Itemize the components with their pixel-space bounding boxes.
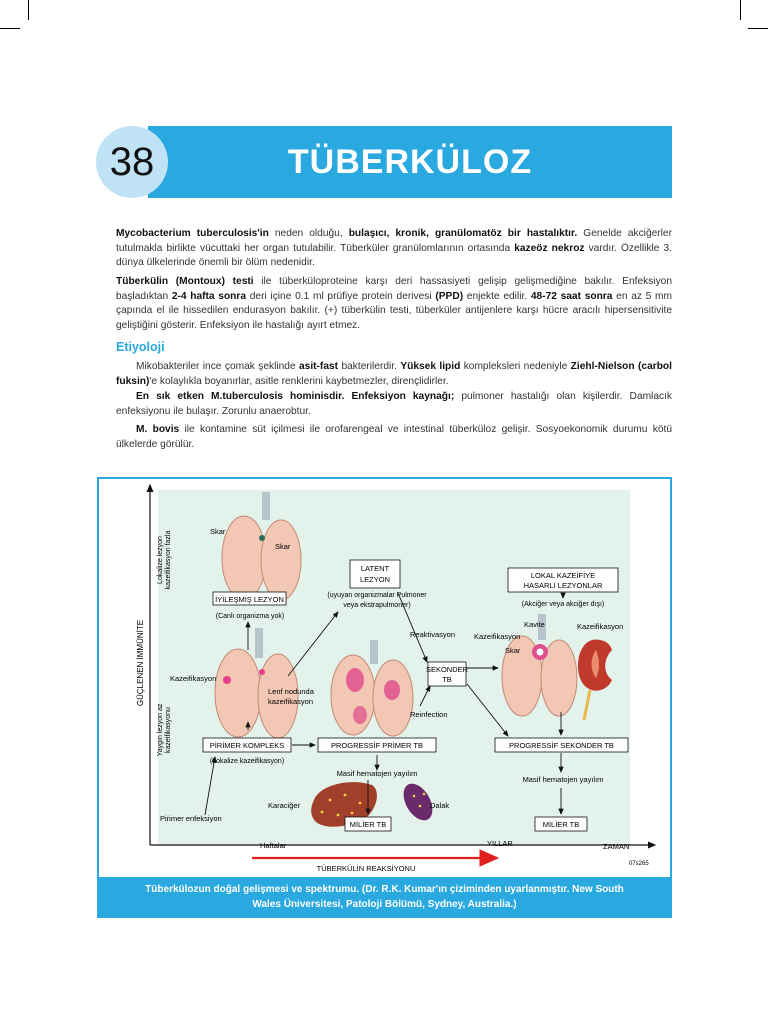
healed-lesion-sub: (Canlı organizma yok) [215,613,285,620]
progressive-primary-label: PROGRESSİF PRİMER TB [331,741,423,750]
figure-code: 07s265 [629,861,649,867]
chapter-title: TÜBERKÜLOZ [287,142,533,181]
etiology-paragraph-3: M. bovis ile kontamine süt içilmesi ile orofarengeal ve intestinal tüberküloz gelişir. Sosyoekonomik durumu kötü ülkelerde görülür. [116,424,672,450]
section-heading-etiology: Etiyoloji [116,340,165,354]
latent-label-1: LATENT [360,564,390,573]
caption-line-2: Wales Üniversitesi, Patoloji Bölümü, Sydney, Australia.) [252,899,517,910]
figure-caption [97,877,672,918]
latent-sub-2: veya ekstrapulmoner) [343,602,411,609]
latent-label-2: LEZYON [359,575,391,584]
intro-paragraph-2: Tüberkülin (Montoux) testi ile tüberküloproteine karşı deri hassasiyeti gelişip gelişmediğine bakılır. Enfeksiyon başladıktan 2-4 hafta sonra deri içine 0.1 ml prüfiye protein derivesi (PPD) enjekte edilir. 48-72 saat sonra en az 5 mm çapında el ile hissedilen endurasyon bakılır. (+) tüberkülin testi, tüberküler antijenlere karşı hücre aracılı hipersensitivite geliştiğini gösterir. Enfeksiyon ile hastalığı ayırt etmez. [116,276,673,331]
local-label-2: HASARLI LEZYONLAR [523,581,603,590]
primary-infection-label: Pirimer enfeksiyon [160,814,222,823]
scar-label-2: Skar [275,542,291,551]
primary-complex-sub: (Lokalize kazeifikasyon) [209,758,285,765]
local-sub: (Akciğer veya akciğer dışı) [521,601,605,608]
lymph-label-1: Lenf nodunda [268,687,314,696]
chapter-number: 38 [96,126,168,198]
years-label: YILLAR [487,839,513,848]
spleen-label: Dalak [430,801,450,810]
y-bottom-label-1: Yaygın lezyon az [157,703,164,757]
reinfection-label: Reinfection [410,710,448,719]
massive-spread-label-1: Masif hematojen yayılım [336,769,418,778]
progressive-secondary-label: PROGRESSİF SEKONDER TB [509,741,614,750]
tuberculin-label: TÜBERKÜLİN REAKSİYONU [316,864,416,873]
time-label: ZAMAN [603,842,630,851]
intro-paragraph-1: Mycobacterium tuberculosis'in neden olduğu, bulaşıcı, kronik, granülomatöz bir hastalıktır. Genelde akciğerler tutulmakla birlikte vücuttaki her organ tutulabilir. Tüberküler granülomlarının ortasında kazeöz nekroz vardır. Özellikle 3. dünya ülkelerinde önemli bir ölüm nedenidir. [116,228,672,268]
massive-spread-label-2: Masif hematojen yayılım [522,775,604,784]
cavity-label: Kavite [524,620,545,629]
liver-label: Karaciğer [268,801,301,810]
weeks-label: Haftalar [260,841,287,850]
y-bottom-label-2: kazeifikasyonu [165,707,172,753]
secondary-label-2: TB [442,675,452,684]
latent-sub-1: (uyuyan organizmalar Pulmoner [327,592,427,599]
reactivation-label: Reaktivasyon [410,630,456,639]
scar-label-1: Skar [210,527,226,536]
local-label-1: LOKAL KAZEİFİYE [530,571,596,580]
caseation-label-kidney: Kazeifikasyon [577,622,624,631]
miliary-label-2: MİLİER TB [542,820,580,829]
lymph-label-2: kazeifikasyon [268,697,314,706]
etiology-paragraph-1: Mikobakteriler ince çomak şeklinde asit-fast bakterilerdir. Yüksek lipid kompleksleri nedeniyle Ziehl-Nielson (carbol fuksin)'e kolaylıkla boyanırlar, asitle renklerini kaybetmezler, dirençlidirler. [116,361,672,387]
scar-label-3: Skar [505,646,521,655]
caseation-label-right: Kazeifikasyon [474,632,521,641]
caption-line-1: Tüberkülozun doğal gelişmesi ve spektrumu. (Dr. R.K. Kumar'ın çiziminden uyarlanmıştır. New South [145,884,624,895]
secondary-label-1: SEKONDER [425,665,469,674]
miliary-label-1: MİLİER TB [349,820,387,829]
healed-lesion-label: İYİLEŞMİŞ LEZYON [215,595,284,604]
etiology-paragraph-2: En sık etken M.tuberculosis hominisdir. Enfeksiyon kaynağı; pulmoner hastalığı olan kişilerdir. Damlacık enfeksiyonu ile bulaşır. Zorunlu anaerobtur. [116,391,672,417]
y-top-label-2: kazeifikasyon fazla [165,530,172,590]
primary-complex-label: PİRİMER KOMPLEKS [209,741,285,750]
y-axis-label: GÜÇLENEN İMMÜNİTE [136,619,145,707]
y-top-label-1: Lokalize lezyon [157,536,164,584]
caseation-label-left: Kazeifikasyon [170,674,217,683]
